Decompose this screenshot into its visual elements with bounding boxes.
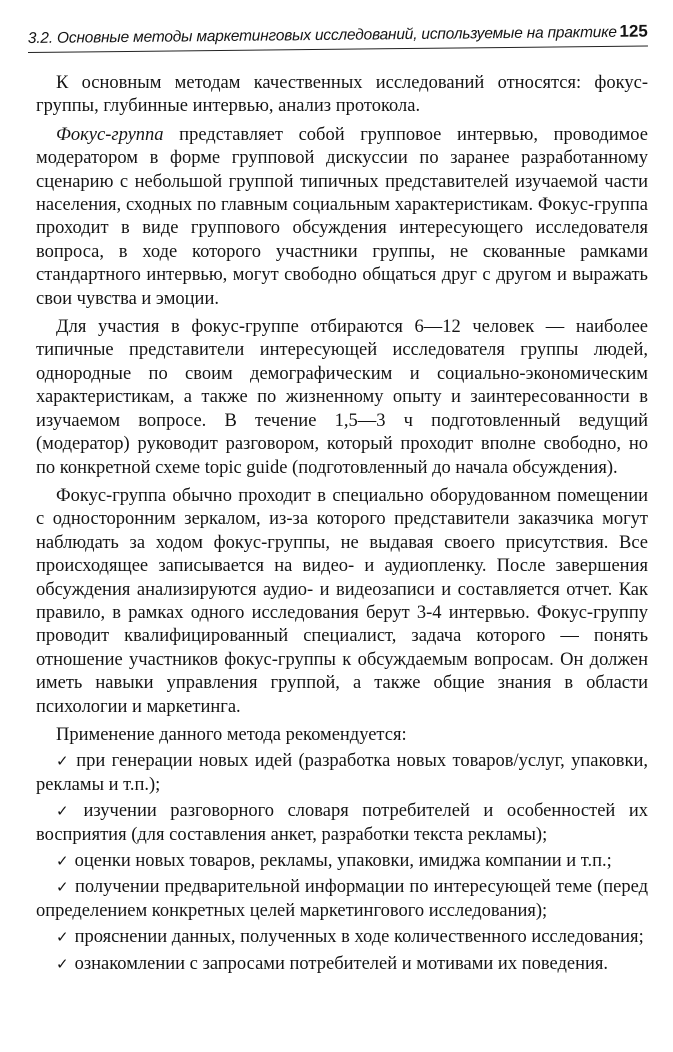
paragraph-participants: Для участия в фокус-группе отбираются 6—12 человек — наиболее типичные представители интересующей исследователя группы людей, однородные по своим демографическим и социально-экономическим характеристикам, а также по жизненному опыту и заинтересованности в изучаемом вопросе. В течение 1,5—3 ч подготовленный ведущий (модератор) руководит разговором, который проходит вполне свободно, но по конкретной схеме topic guide (подготовленный до начала обсуждения). [36, 317, 648, 478]
paragraph-focus-group-definition [36, 124, 648, 311]
running-header-title: 3.2. Основные методы маркетинговых исследований, используемые на практике [27, 23, 617, 48]
checkmark-icon: ✓ [56, 752, 71, 771]
list-item-text: оценки новых товаров, рекламы, упаковки, имиджа компании и т.п.; [74, 851, 612, 871]
term-focus-group: Фокус-группа [56, 124, 164, 145]
list-item-text: при генерации новых идей (разработка новых товаров/услуг, упаковки, рекламы и т.п.); [36, 751, 648, 795]
list-item-text: ознакомлении с запросами потребителей и мотивами их поведения. [74, 953, 609, 974]
list-item [36, 876, 648, 923]
page-number: 125 [619, 21, 648, 41]
list-item-text: прояснении данных, полученных в ходе количественного исследования; [74, 927, 644, 948]
list-item-text: изучении разговорного словаря потребителей и особенностей их восприятия (для составления анкет, разработки текста рекламы); [36, 801, 648, 845]
checkmark-icon: ✓ [56, 954, 69, 973]
definition-text: представляет собой групповое интервью, проводимое модератором в форме групповой дискуссии по заранее разработанному сценарию с небольшой группой типичных представителей изучаемой части населения, сходных по главным социальным характеристикам. Фокус-группа проходит в виде группового обсуждения интересующего исследователя вопроса, в ходе которого участники группы, не скованные рамками стандартного интервью, могут свободно общаться друг с другом и выражать свои чувства и эмоции. [36, 124, 648, 309]
list-item [36, 800, 648, 847]
list-item-text: получении предварительной информации по интересующей теме (перед определением конкретных целей маркетингового исследования); [36, 877, 649, 921]
paragraph-recommendation-intro: Применение данного метода рекомендуется: [56, 724, 407, 745]
checkmark-icon: ✓ [56, 928, 69, 947]
list-item [36, 953, 648, 976]
page-body [36, 72, 648, 979]
checkmark-icon: ✓ [56, 852, 69, 870]
list-item [36, 850, 648, 873]
checkmark-icon: ✓ [56, 878, 69, 897]
list-item [36, 926, 648, 949]
list-item [36, 750, 648, 797]
paragraph-procedure: Фокус-группа обычно проходит в специально оборудованном помещении с односторонним зеркалом, из-за которого представители заказчика могут наблюдать за ходом фокус-группы, не выдавая своего присутствия. Все происходящее записывается на видео- и аудиопленку. После завершения обсуждения анализируются аудио- и видеозаписи и составляется отчет. Как правило, в рамках одного исследования берут 3-4 интервью. Фокус-группу проводит квалифицированный специалист, задача которого — понять отношение участников фокус-группы к обсуждаемым вопросам. Он должен иметь навыки управления группой, а также общие знания в области психологии и маркетинга. [36, 485, 648, 717]
running-header [28, 22, 648, 53]
checkmark-icon: ✓ [56, 802, 78, 821]
paragraph-intro: К основным методам качественных исследований относятся: фокус-группы, глубинные интервью, анализ протокола. [36, 73, 648, 117]
